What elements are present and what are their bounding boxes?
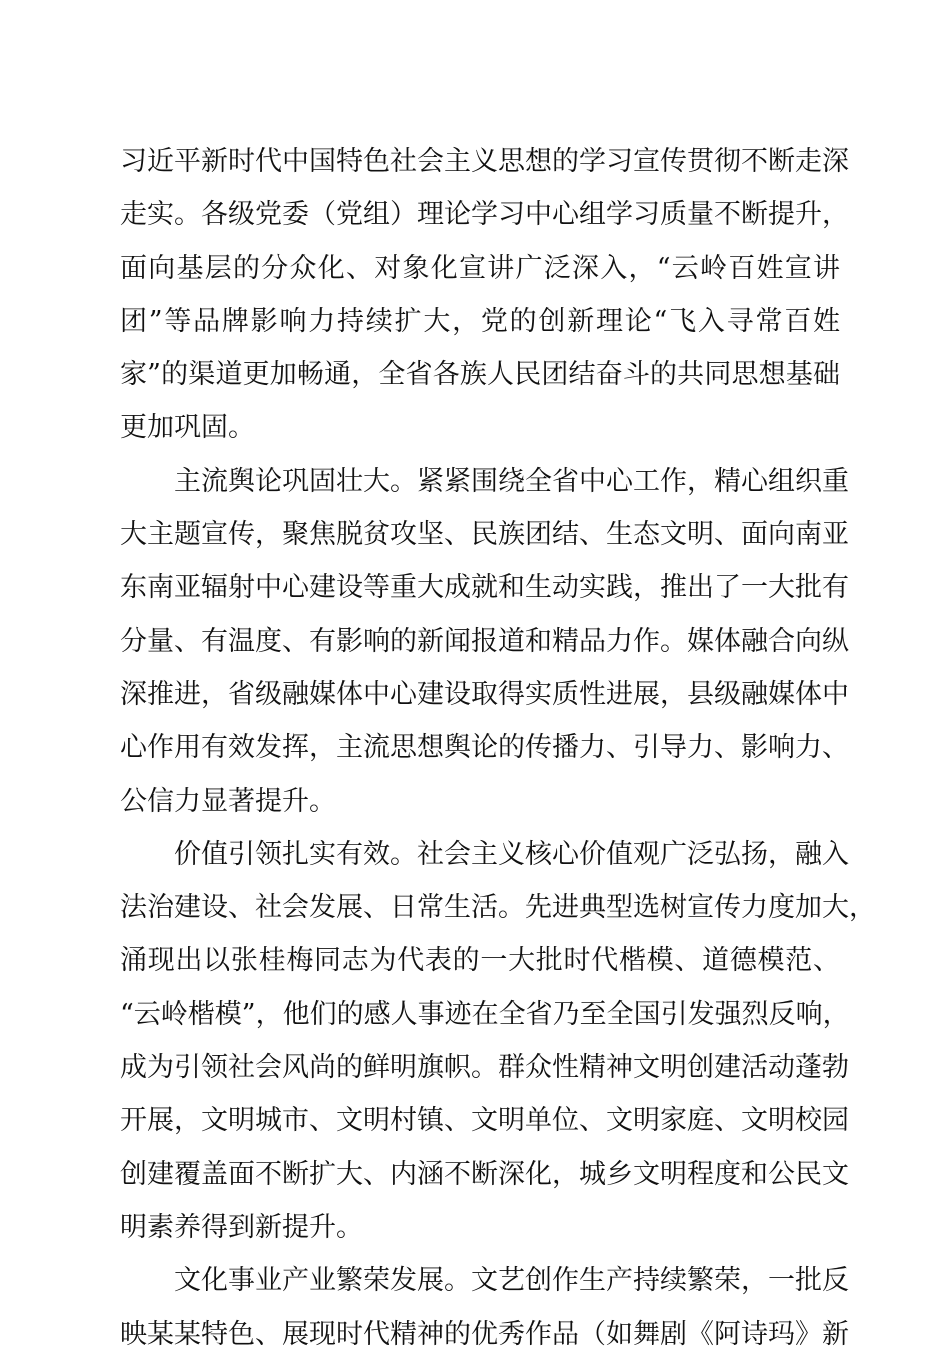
text-line: 东南亚辐射中心建设等重大成就和生动实践，推出了一大批有 (120, 572, 849, 604)
paragraph-3 (120, 828, 876, 1254)
text-line: 成为引领社会风尚的鲜明旗帜。群众性精神文明创建活动蓬勃 (120, 1052, 849, 1084)
text-line: 创建覆盖面不断扩大、内涵不断深化，城乡文明程度和公民文 (120, 1158, 849, 1190)
text-line: 价值引领扎实有效。社会主义核心价值观广泛弘扬，融入 (174, 838, 849, 870)
text-line: 更加巩固。 (120, 412, 255, 444)
text-line: 明素养得到新提升。 (120, 1211, 363, 1243)
text-line: 文化事业产业繁荣发展。文艺创作生产持续繁荣，一批反 (174, 1265, 849, 1297)
text-line: 团”等品牌影响力持续扩大，党的创新理论“飞入寻常百姓 (120, 305, 840, 337)
document-body (120, 135, 876, 1361)
text-line: 家”的渠道更加畅通，全省各族人民团结奋斗的共同思想基础 (120, 359, 840, 391)
text-line: 法治建设、社会发展、日常生活。先进典型选树宣传力度加大， (120, 892, 876, 924)
paragraph-2 (120, 455, 849, 828)
text-line: 公信力显著提升。 (120, 785, 336, 817)
text-line: 深推进，省级融媒体中心建设取得实质性进展，县级融媒体中 (120, 678, 849, 710)
text-line: 走实。各级党委（党组）理论学习中心组学习质量不断提升， (120, 199, 849, 231)
text-line: 心作用有效发挥，主流思想舆论的传播力、引导力、影响力、 (120, 732, 849, 764)
paragraph-1 (120, 135, 849, 455)
text-line: 主流舆论巩固壮大。紧紧围绕全省中心工作，精心组织重 (174, 465, 849, 497)
text-line: 涌现出以张桂梅同志为代表的一大批时代楷模、道德模范、 (120, 945, 840, 977)
text-line: 分量、有温度、有影响的新闻报道和精品力作。媒体融合向纵 (120, 625, 849, 657)
text-line: “云岭楷模”，他们的感人事迹在全省乃至全国引发强烈反响， (120, 998, 850, 1030)
text-line: 面向基层的分众化、对象化宣讲广泛深入，“云岭百姓宣讲 (120, 252, 840, 284)
text-line: 大主题宣传，聚焦脱贫攻坚、民族团结、生态文明、面向南亚 (120, 519, 849, 551)
text-line: 映某某特色、展现时代精神的优秀作品（如舞剧《阿诗玛》新 (120, 1318, 849, 1350)
text-line: 习近平新时代中国特色社会主义思想的学习宣传贯彻不断走深 (120, 146, 849, 177)
paragraph-4 (120, 1254, 849, 1361)
text-line: 开展，文明城市、文明村镇、文明单位、文明家庭、文明校园 (120, 1105, 849, 1137)
